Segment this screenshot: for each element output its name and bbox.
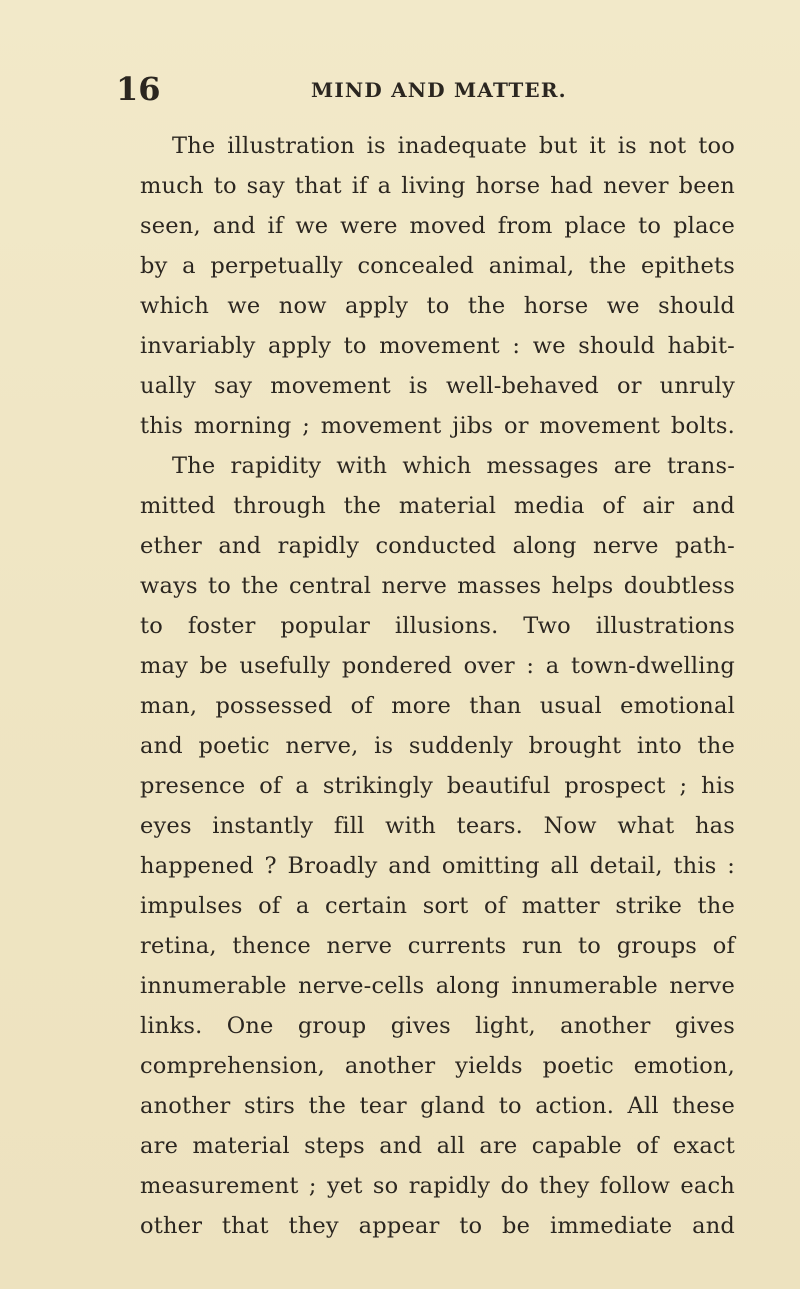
text-line: which we now apply to the horse we should — [140, 293, 735, 319]
text-line: measurement ; yet so rapidly do they follow each — [140, 1173, 735, 1199]
text-line: and poetic nerve, is suddenly brought into the — [140, 733, 735, 759]
text-line: by a perpetually concealed animal, the epithets — [140, 253, 735, 279]
text-line: comprehension, another yields poetic emotion, — [140, 1053, 735, 1079]
text-line: retina, thence nerve currents run to groups of — [140, 933, 735, 959]
text-line: eyes instantly fill with tears. Now what has — [140, 813, 735, 839]
text-line: ether and rapidly conducted along nerve path- — [140, 533, 735, 559]
text-line: other that they appear to be immediate and — [140, 1213, 735, 1239]
text-line: are material steps and all are capable of exact — [140, 1133, 735, 1159]
text-line: ways to the central nerve masses helps doubtless — [140, 573, 735, 599]
text-line: much to say that if a living horse had never been — [140, 173, 735, 199]
text-line: The rapidity with which messages are trans- — [172, 453, 735, 479]
text-line: seen, and if we were moved from place to place — [140, 213, 735, 239]
text-line: happened ? Broadly and omitting all detail, this : — [140, 853, 735, 879]
text-line: invariably apply to movement : we should habit- — [140, 333, 735, 359]
text-line: may be usefully pondered over : a town-dwelling — [140, 653, 735, 679]
text-line: innumerable nerve-cells along innumerable nerve — [140, 973, 735, 999]
running-title: MIND AND MATTER. — [311, 78, 567, 102]
text-line: to foster popular illusions. Two illustrations — [140, 613, 735, 639]
text-line: presence of a strikingly beautiful prospect ; his — [140, 773, 735, 799]
text-line: another stirs the tear gland to action. All these — [140, 1093, 735, 1119]
text-line: mitted through the material media of air and — [140, 493, 735, 519]
text-line: links. One group gives light, another gives — [140, 1013, 735, 1039]
text-line: impulses of a certain sort of matter strike the — [140, 893, 735, 919]
page-number: 16 — [116, 70, 161, 108]
text-line: ually say movement is well-behaved or unruly — [140, 373, 735, 399]
page-header — [116, 70, 732, 108]
text-line: The illustration is inadequate but it is not too — [172, 133, 735, 159]
text-line: man, possessed of more than usual emotional — [140, 693, 735, 719]
text-line: this morning ; movement jibs or movement bolts. — [140, 413, 735, 439]
